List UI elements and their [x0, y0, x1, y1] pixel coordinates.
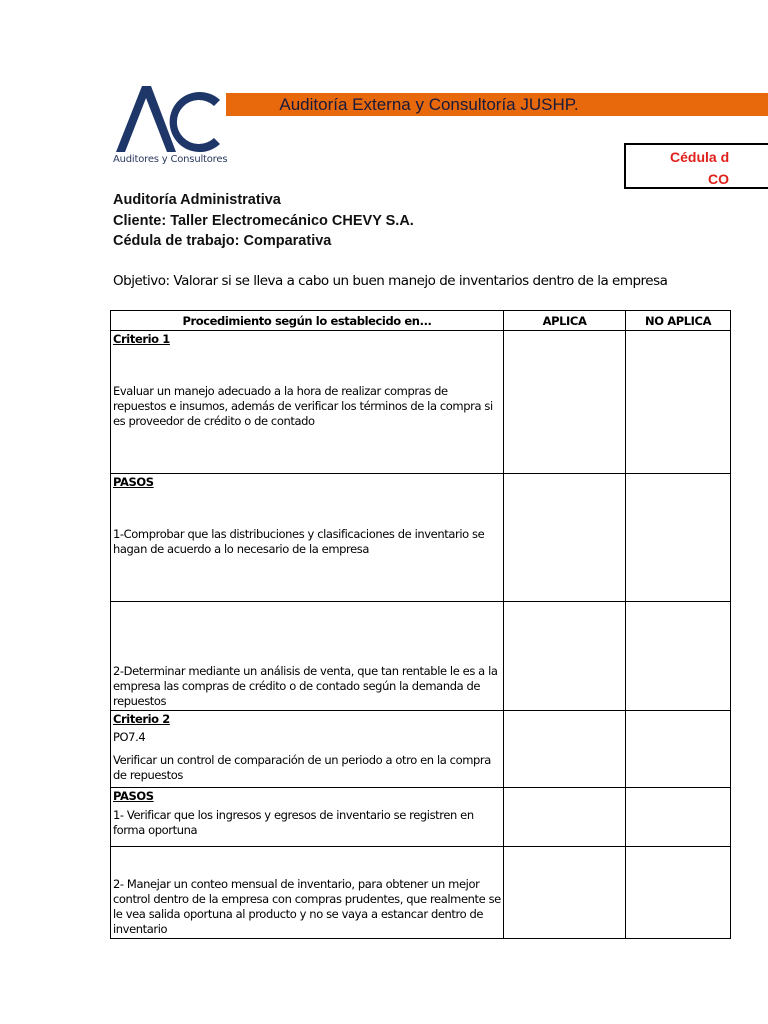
- header-no-aplica: NO APLICA: [626, 311, 731, 331]
- table-row: [111, 711, 731, 788]
- no-aplica-cell[interactable]: [626, 788, 731, 847]
- row-title: PASOS: [113, 475, 154, 489]
- no-aplica-cell[interactable]: [626, 331, 731, 474]
- aplica-cell[interactable]: [503, 331, 625, 474]
- procedure-cell: [111, 331, 504, 474]
- workpaper-heading: Cédula de trabajo: Comparativa: [113, 233, 332, 249]
- procedure-cell: [111, 474, 504, 602]
- row-text: 1-Comprobar que las distribuciones y clasificaciones de inventario se hagan de acuerdo a lo necesario de la empresa: [113, 527, 485, 556]
- aplica-cell[interactable]: [503, 711, 625, 788]
- procedure-cell: [111, 847, 504, 939]
- table-row: [111, 474, 731, 602]
- firm-banner: [226, 93, 768, 116]
- row-code: PO7.4: [113, 730, 146, 744]
- no-aplica-cell[interactable]: [626, 602, 731, 711]
- row-text: Verificar un control de comparación de un periodo a otro en la compra de repuestos: [113, 753, 491, 782]
- procedure-cell: [111, 602, 504, 711]
- row-text: 1- Verificar que los ingresos y egresos de inventario se registren en forma oportuna: [113, 808, 474, 837]
- procedure-cell: [111, 711, 504, 788]
- row-title: Criterio 2: [113, 712, 170, 726]
- table-row: [111, 331, 731, 474]
- table-row: [111, 847, 731, 939]
- no-aplica-cell[interactable]: [626, 711, 731, 788]
- cedula-box-line1: Cédula d: [670, 149, 730, 165]
- row-text: 2- Manejar un conteo mensual de inventario, para obtener un mejor control dentro de la empresa con compras prudentes, que realmente se le vea salida oportuna al producto y no se vaya a estancar dentro de inventario: [113, 877, 501, 936]
- cedula-box: [624, 143, 768, 189]
- header-aplica: APLICA: [503, 311, 625, 331]
- row-title: PASOS: [113, 789, 154, 803]
- aplica-cell[interactable]: [503, 847, 625, 939]
- no-aplica-cell[interactable]: [626, 474, 731, 602]
- aplica-cell[interactable]: [503, 474, 625, 602]
- table-row: [111, 602, 731, 711]
- header-procedure: Procedimiento según lo establecido en...: [111, 311, 504, 331]
- procedure-cell: [111, 788, 504, 847]
- table-row: [111, 788, 731, 847]
- procedure-table: [110, 310, 731, 939]
- table-header-row: [111, 311, 731, 331]
- aplica-cell[interactable]: [503, 788, 625, 847]
- audit-type-heading: Auditoría Administrativa: [113, 192, 281, 208]
- cedula-box-line2: CO: [708, 171, 729, 187]
- firm-title: Auditoría Externa y Consultoría JUSHP.: [279, 94, 579, 114]
- row-text: Evaluar un manejo adecuado a la hora de realizar compras de repuestos e insumos, además de verificar los términos de la compra si es proveedor de crédito o de contado: [113, 384, 493, 428]
- logo-subtitle: Auditores y Consultores: [113, 154, 228, 165]
- no-aplica-cell[interactable]: [626, 847, 731, 939]
- row-title: Criterio 1: [113, 332, 170, 346]
- objective-text: Objetivo: Valorar si se lleva a cabo un buen manejo de inventarios dentro de la empresa: [113, 273, 668, 289]
- row-text: 2-Determinar mediante un análisis de venta, que tan rentable le es a la empresa las compras de crédito o de contado según la demanda de repuestos: [113, 664, 498, 708]
- client-heading: Cliente: Taller Electromecánico CHEVY S.A.: [113, 213, 414, 229]
- aplica-cell[interactable]: [503, 602, 625, 711]
